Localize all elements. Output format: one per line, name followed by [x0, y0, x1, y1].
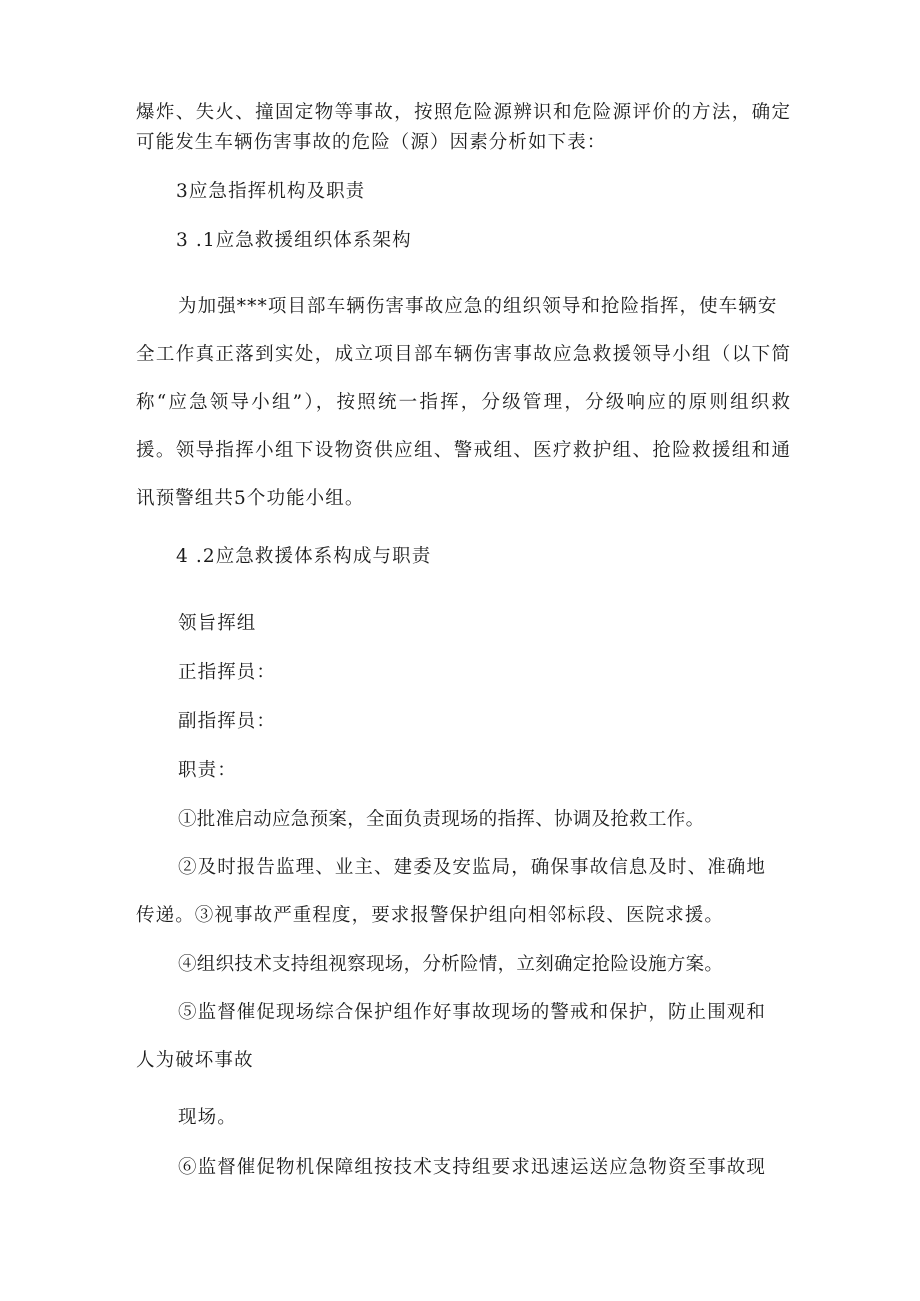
paragraph-line: 讯预警组共5个功能小组。: [136, 488, 365, 509]
paragraph-line: 援。领导指挥小组下设物资供应组、警戒组、医疗救护组、抢险救援组和通: [136, 440, 790, 461]
paragraph-line: 称“应急领导小组”），按照统一指挥，分级管理，分级响应的原则组织救: [136, 392, 790, 413]
duty-item: ⑥监督催促物机保障组按技术支持组要求迅速运送应急物资至事故现: [178, 1157, 767, 1178]
duty-item: 传递。③视事故严重程度，要求报警保护组向相邻标段、医院求援。: [136, 905, 725, 926]
role-title: 领旨挥组: [178, 613, 257, 634]
paragraph-line: 全工作真正落到实处，成立项目部车辆伤害事故应急救援领导小组（以下简: [136, 344, 790, 365]
paragraph-line: 可能发生车辆伤害事故的危险（源）因素分析如下表：: [136, 132, 607, 153]
paragraph-line: 为加强***项目部车辆伤害事故应急的组织领导和抢险指挥，使车辆安: [178, 296, 778, 317]
duty-item: 现场。: [178, 1107, 237, 1128]
role-label: 正指挥员：: [178, 662, 277, 683]
duty-item: ②及时报告监理、业主、建委及安监局，确保事故信息及时、准确地: [178, 857, 767, 878]
duty-item: 人为破坏事故: [136, 1050, 254, 1071]
role-label: 副指挥员：: [178, 711, 277, 732]
subsection-heading: 3 .1应急救援组织体系架构: [176, 230, 412, 251]
duty-heading: 职责：: [178, 760, 237, 781]
paragraph-line: 爆炸、失火、撞固定物等事故，按照危险源辨识和危险源评价的方法，确定: [136, 102, 790, 123]
subsection-heading: 4 .2应急救援体系构成与职责: [176, 546, 432, 567]
duty-item: ⑤监督催促现场综合保护组作好事故现场的警戒和保护，防止围观和: [178, 1002, 767, 1023]
section-heading: 3应急指挥机构及职责: [176, 181, 366, 202]
duty-item: ①批准启动应急预案，全面负责现场的指挥、协调及抢救工作。: [178, 809, 705, 830]
duty-item: ④组织技术支持组视察现场，分析险情，立刻确定抢险设施方案。: [178, 954, 724, 975]
